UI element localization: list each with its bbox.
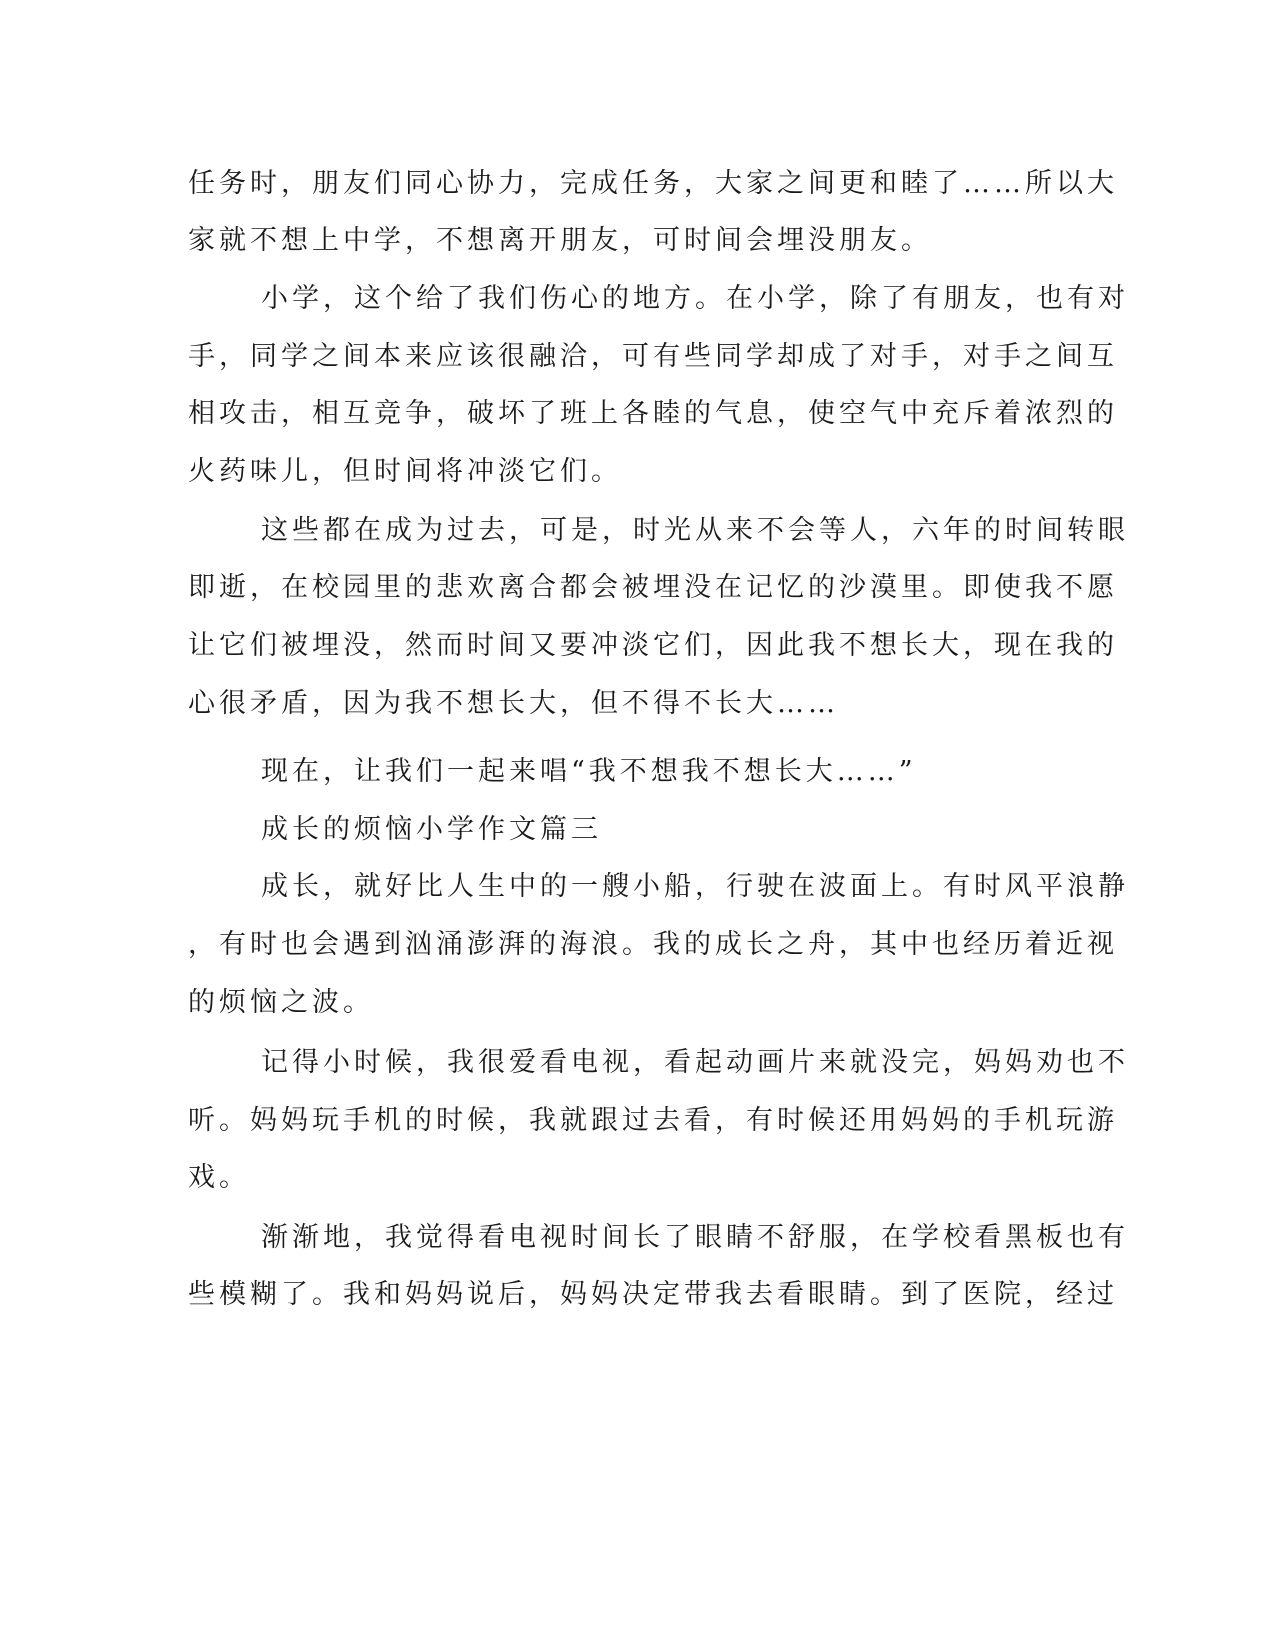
section-heading: 成长的烦恼小学作文篇三	[261, 814, 602, 845]
paragraph-start: 渐渐地，我觉得看电视时间长了眼睛不舒服，在学校看黑板也有	[261, 1222, 1129, 1253]
paragraph-start: 成长，就好比人生中的一艘小船，行驶在波面上。有时风平浪静	[261, 871, 1129, 902]
text-line: 手，同学之间本来应该很融洽，可有些同学却成了对手，对手之间互	[188, 341, 1118, 372]
text-line: 心很矛盾，因为我不想长大，但不得不长大……	[188, 688, 839, 719]
text-line: 家就不想上中学，不想离开朋友，可时间会埋没朋友。	[188, 225, 932, 256]
text-line: 相攻击，相互竞争，破坏了班上各睦的气息，使空气中充斥着浓烈的	[188, 398, 1118, 429]
paragraph-start: 现在，让我们一起来唱“我不想我不想长大……”	[261, 756, 917, 787]
text-line: 火药味儿，但时间将冲淡它们。	[188, 456, 622, 487]
text-line: 听。妈妈玩手机的时候，我就跟过去看，有时候还用妈妈的手机玩游	[188, 1105, 1118, 1136]
text-line: 的烦恼之波。	[188, 987, 374, 1018]
text-line: 让它们被埋没，然而时间又要冲淡它们，因此我不想长大，现在我的	[188, 630, 1118, 661]
text-line: 任务时，朋友们同心协力，完成任务，大家之间更和睦了……所以大	[188, 168, 1118, 199]
paragraph-start: 记得小时候，我很爱看电视，看起动画片来就没完，妈妈劝也不	[261, 1047, 1129, 1078]
text-line: 戏。	[188, 1162, 250, 1193]
text-line: 即逝，在校园里的悲欢离合都会被埋没在记忆的沙漠里。即使我不愿	[188, 572, 1118, 603]
text-line: ，有时也会遇到汹涌澎湃的海浪。我的成长之舟，其中也经历着近视	[188, 929, 1118, 960]
paragraph-start: 小学，这个给了我们伤心的地方。在小学，除了有朋友，也有对	[261, 283, 1129, 314]
text-line: 些模糊了。我和妈妈说后，妈妈决定带我去看眼睛。到了医院，经过	[188, 1279, 1118, 1310]
paragraph-start: 这些都在成为过去，可是，时光从来不会等人，六年的时间转眼	[261, 515, 1129, 546]
